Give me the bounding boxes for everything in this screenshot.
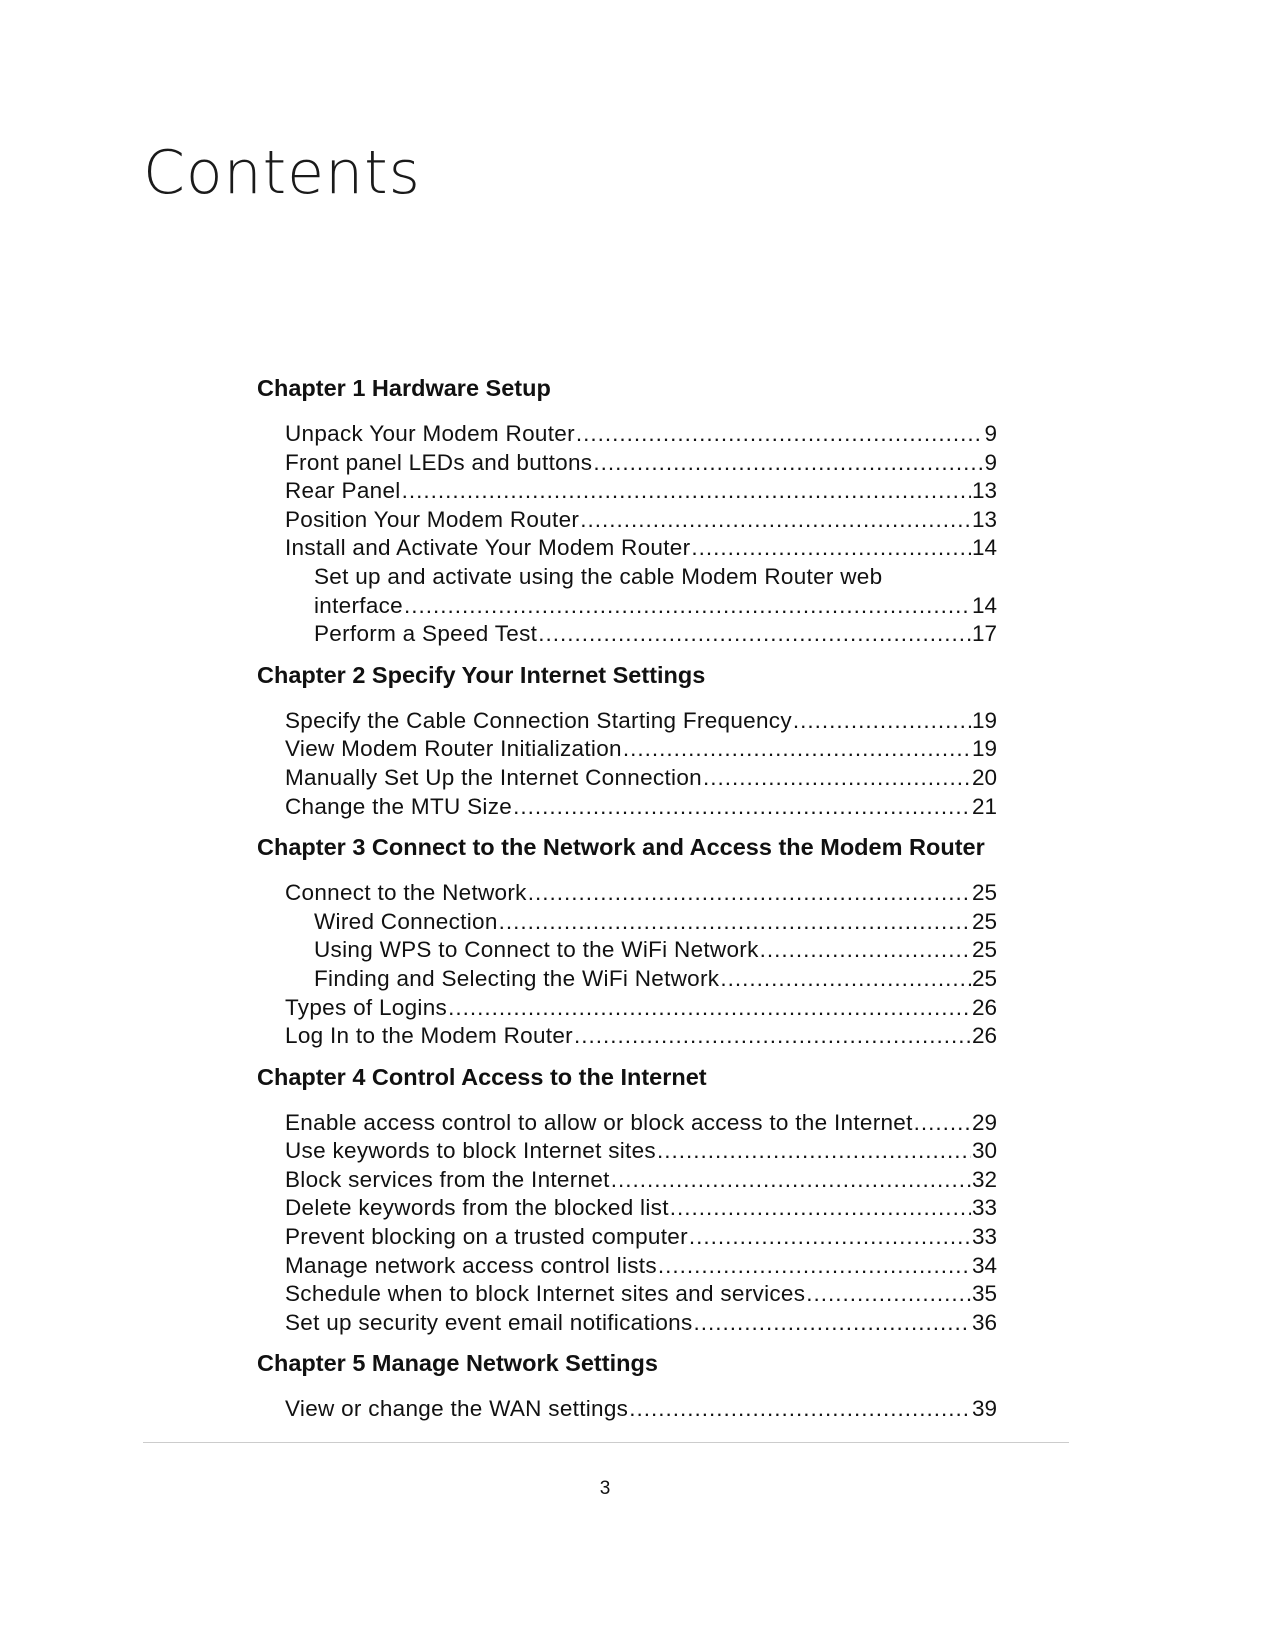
dot-leader: [623, 735, 971, 764]
toc-entry[interactable]: [285, 735, 997, 764]
toc-entry-page: 19: [971, 736, 997, 762]
dot-leader: [689, 1223, 971, 1252]
toc-entry-page: 17: [971, 621, 997, 647]
toc-entry[interactable]: [314, 965, 997, 994]
toc-entry-page: 32: [971, 1166, 997, 1192]
toc-entry[interactable]: [285, 420, 997, 449]
dot-leader: [691, 534, 971, 563]
toc-entry[interactable]: [314, 592, 997, 621]
dot-leader: [658, 1252, 971, 1281]
toc-entry-page: 9: [984, 421, 997, 446]
toc-entry[interactable]: [285, 1309, 997, 1338]
toc-entry-title: Rear Panel: [285, 478, 401, 504]
toc-entry-title: Wired Connection: [314, 908, 498, 934]
toc-entry-title: Connect to the Network: [285, 880, 527, 906]
toc-entry[interactable]: [314, 908, 997, 937]
chapter-heading[interactable]: Chapter 2 Specify Your Internet Settings: [257, 661, 706, 688]
toc-entry-page: 33: [971, 1195, 997, 1221]
toc-entry-page: 13: [971, 478, 997, 504]
toc-entry[interactable]: [285, 1223, 997, 1252]
dot-leader: [513, 793, 971, 822]
dot-leader: [404, 592, 971, 621]
toc-entry-page: 25: [971, 965, 997, 991]
toc-entry-page: 14: [971, 592, 997, 618]
toc-entry-title: Enable access control to allow or block access to the Internet: [285, 1109, 913, 1135]
toc-entry-page: 14: [971, 535, 997, 561]
toc-entry-title: Position Your Modem Router: [285, 506, 580, 532]
dot-leader: [657, 1137, 971, 1166]
toc-entry-title: View or change the WAN settings: [285, 1396, 629, 1422]
toc-entry-page: 26: [971, 1023, 997, 1049]
chapter-heading[interactable]: Chapter 5 Manage Network Settings: [257, 1350, 658, 1377]
toc-entry-title: Set up security event email notifications: [285, 1309, 693, 1335]
dot-leader: [580, 506, 971, 535]
toc-entry-title: Finding and Selecting the WiFi Network: [314, 965, 720, 991]
toc-entry-page: 26: [971, 994, 997, 1020]
toc-entry-title: Block services from the Internet: [285, 1166, 610, 1192]
toc-entry[interactable]: [285, 1252, 997, 1281]
toc-entry-title: Types of Logins: [285, 994, 448, 1020]
dot-leader: [593, 449, 983, 478]
toc-entry[interactable]: [285, 879, 997, 908]
toc-entry[interactable]: [285, 764, 997, 793]
footer-divider: [143, 1442, 1069, 1443]
dot-leader: [576, 420, 984, 449]
dot-leader: [629, 1395, 971, 1424]
toc-entry-page: 39: [971, 1396, 997, 1422]
toc-entry-title: Install and Activate Your Modem Router: [285, 535, 691, 561]
toc-entry[interactable]: [285, 534, 997, 563]
dot-leader: [806, 1280, 971, 1309]
toc-entry[interactable]: [285, 1109, 997, 1138]
dot-leader: [574, 1022, 971, 1051]
toc-entry-title: interface: [314, 592, 403, 618]
toc-entry[interactable]: [285, 994, 997, 1023]
toc-entry-page: 25: [971, 880, 997, 906]
dot-leader: [499, 908, 971, 937]
toc-entry-title: Unpack Your Modem Router: [285, 421, 575, 446]
toc-entry-page: 33: [971, 1224, 997, 1250]
dot-leader: [448, 994, 971, 1023]
toc-entry-title: Perform a Speed Test: [314, 621, 538, 647]
dot-leader: [402, 477, 971, 506]
toc-entry[interactable]: [285, 506, 997, 535]
dot-leader: [538, 620, 971, 649]
dot-leader: [793, 707, 971, 736]
page-number: 3: [599, 1478, 611, 1499]
dot-leader: [703, 764, 971, 793]
toc-entry[interactable]: [285, 449, 997, 478]
toc-entry-title: Use keywords to block Internet sites: [285, 1138, 656, 1164]
toc-entry-title: Front panel LEDs and buttons: [285, 449, 593, 475]
toc-entry[interactable]: [285, 1194, 997, 1223]
page-title: Contents: [143, 138, 421, 208]
toc-entry-page: 20: [971, 764, 997, 790]
toc-entry-page: 25: [971, 937, 997, 963]
dot-leader: [760, 936, 971, 965]
toc-entry[interactable]: [314, 936, 997, 965]
toc-entry-page: 9: [984, 449, 997, 475]
toc-entry-page: 29: [971, 1109, 997, 1135]
toc-entry-title: Log In to the Modem Router: [285, 1023, 573, 1049]
toc-entry-page: 34: [971, 1252, 997, 1278]
dot-leader: [611, 1166, 971, 1195]
toc-entry-page: 30: [971, 1138, 997, 1164]
toc-entry[interactable]: [285, 477, 997, 506]
toc-entry-title: Schedule when to block Internet sites and services: [285, 1281, 806, 1307]
toc-entry-title: View Modem Router Initialization: [285, 736, 622, 762]
dot-leader: [670, 1194, 971, 1223]
toc-entry-page: 25: [971, 908, 997, 934]
toc-entry[interactable]: [285, 1395, 997, 1424]
toc-entry-title: Change the MTU Size: [285, 793, 513, 819]
dot-leader: [528, 879, 971, 908]
toc-entry[interactable]: [285, 1166, 997, 1195]
dot-leader: [914, 1109, 971, 1138]
dot-leader: [720, 965, 971, 994]
toc-entry-page: 13: [971, 506, 997, 532]
toc-entry-title: Manually Set Up the Internet Connection: [285, 764, 702, 790]
toc-entry-title: Manage network access control lists: [285, 1252, 657, 1278]
toc-entry[interactable]: [285, 793, 997, 822]
chapter-heading[interactable]: Chapter 1 Hardware Setup: [257, 375, 551, 401]
chapter-heading[interactable]: Chapter 4 Control Access to the Internet: [257, 1063, 707, 1090]
toc-entry-title: Delete keywords from the blocked list: [285, 1195, 669, 1221]
toc-entry-title: Prevent blocking on a trusted computer: [285, 1224, 688, 1250]
toc-entry-page: 21: [971, 793, 997, 819]
toc-entry-title-line[interactable]: Set up and activate using the cable Modem Router web: [314, 563, 883, 589]
toc-entry-page: 35: [971, 1281, 997, 1307]
toc-entry[interactable]: [285, 1137, 997, 1166]
dot-leader: [694, 1309, 971, 1338]
toc-entry[interactable]: [285, 707, 997, 736]
toc-entry[interactable]: [285, 1280, 997, 1309]
toc-entry-page: 19: [971, 707, 997, 733]
table-of-contents: [257, 359, 997, 1424]
toc-entry-title: Using WPS to Connect to the WiFi Network: [314, 937, 759, 963]
toc-entry[interactable]: [314, 620, 997, 649]
toc-entry[interactable]: [285, 1022, 997, 1051]
chapter-heading[interactable]: Chapter 3 Connect to the Network and Access the Modem Router: [257, 834, 985, 861]
toc-entry-page: 36: [971, 1309, 997, 1335]
toc-entry-title: Specify the Cable Connection Starting Frequency: [285, 707, 792, 733]
